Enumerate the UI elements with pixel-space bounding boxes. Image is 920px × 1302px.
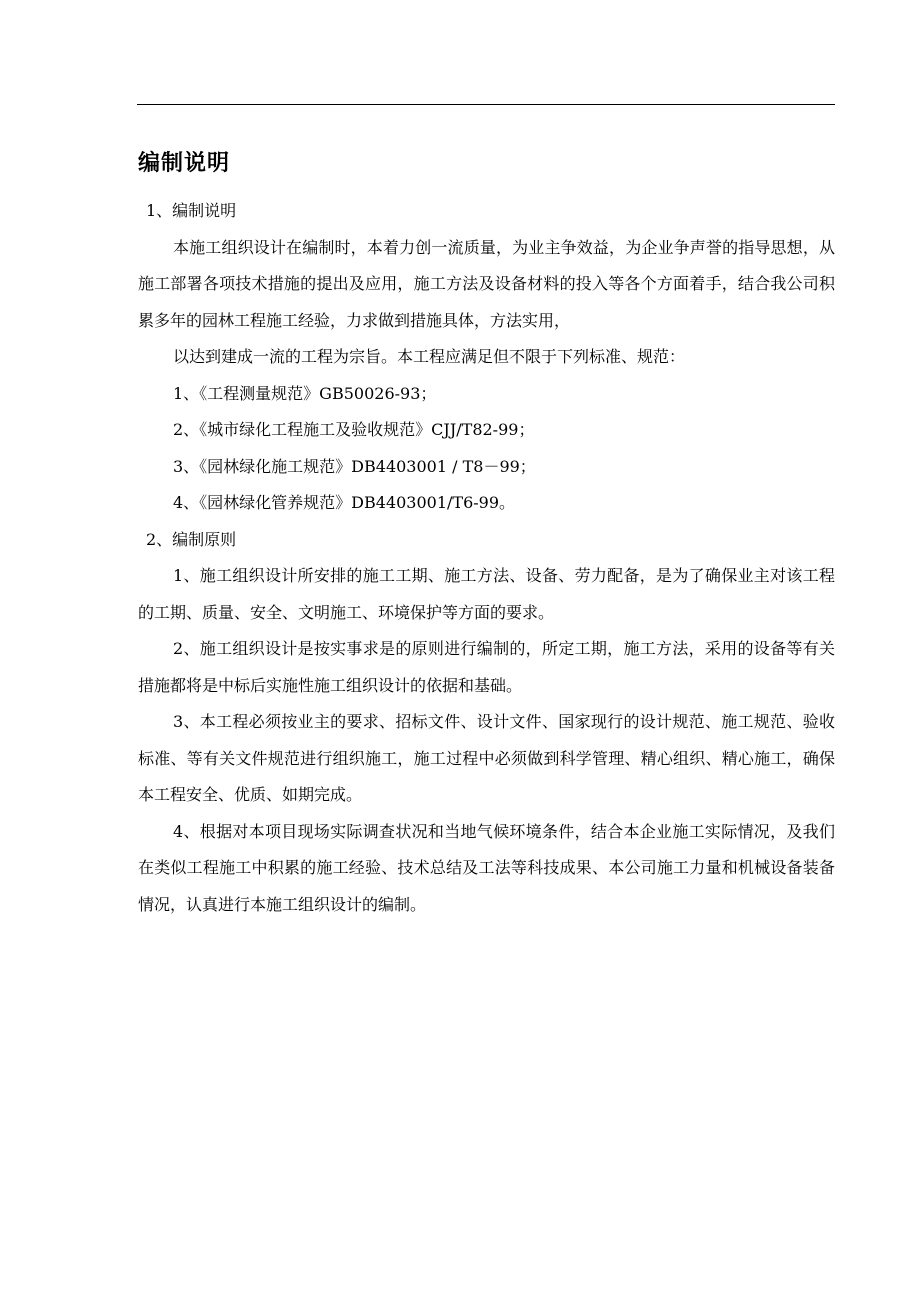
section-heading-1: 1、编制说明 (146, 201, 237, 220)
paragraph: 1、施工组织设计所安排的施工工期、施工方法、设备、劳力配备，是为了确保业主对该工程的工期、质量、安全、文明施工、环境保护等方面的要求。 (138, 566, 835, 622)
section-heading-2: 2、编制原则 (146, 529, 237, 549)
paragraph: 本施工组织设计在编制时，本着力创一流质量，为业主争效益，为企业争声誉的指导思想，从施工部署各项技术措施的提出及应用，施工方法及设备材料的投入等各个方面着手，结合我公司积累多年的园林工程施工经验，力求做到措施具体，方法实用， (138, 237, 835, 330)
paragraph: 4、根据对本项目现场实际调查状况和当地气候环境条件，结合本企业施工实际情况，及我们在类似工程施工中积累的施工经验、技术总结及工法等科技成果、本公司施工力量和机械设备装备情况，认真进行本施工组织设计的编制。 (138, 821, 835, 914)
standard-item: 4、《园林绿化管养规范》DB4403001/T6-99。 (173, 493, 516, 512)
page-title: 编制说明 (138, 151, 231, 176)
paragraph: 3、本工程必须按业主的要求、招标文件、设计文件、国家现行的设计规范、施工规范、验收标准、等有关文件规范进行组织施工，施工过程中必须做到科学管理、精心组织、精心施工，确保本工程安全、优质、如期完成。 (138, 712, 835, 804)
paragraph: 以达到建成一流的工程为宗旨。本工程应满足但不限于下列标准、规范： (173, 347, 686, 366)
header-rule (137, 104, 835, 105)
standard-item: 2、《城市绿化工程施工及验收规范》CJJ/T82-99； (173, 420, 535, 439)
paragraph: 2、施工组织设计是按实事求是的原则进行编制的，所定工期，施工方法，采用的设备等有关措施都将是中标后实施性施工组织设计的依据和基础。 (138, 639, 835, 695)
standard-item: 1、《工程测量规范》GB50026-93； (173, 383, 437, 403)
document-body (138, 193, 835, 923)
standard-item: 3、《园林绿化施工规范》DB4403001 / T8－99； (173, 456, 536, 476)
